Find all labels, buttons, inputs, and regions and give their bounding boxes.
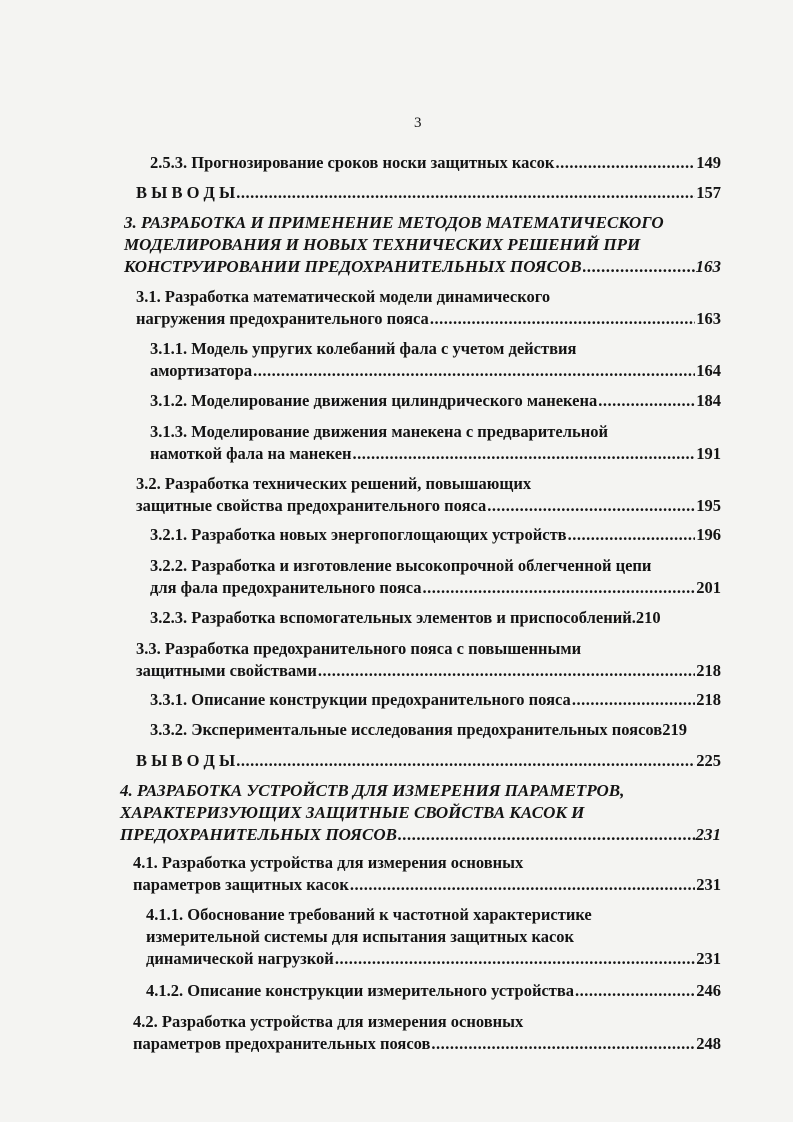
toc-entry-text: динамической нагрузкой (146, 949, 334, 968)
toc-entry-text: 4. РАЗРАБОТКА УСТРОЙСТВ ДЛЯ ИЗМЕРЕНИЯ ПАРАМЕТРОВ, (120, 781, 625, 800)
toc-page-number: 246 (696, 981, 721, 1000)
leader-dots (398, 824, 695, 846)
toc-entry (150, 607, 721, 629)
leader-dots (253, 360, 695, 382)
leader-dots (583, 256, 695, 278)
leader-dots (487, 495, 695, 517)
toc-entry (136, 286, 721, 330)
toc-entry-text: 3.1.2. Моделирование движения цилиндрического манекена (150, 391, 598, 410)
toc-entry (136, 638, 721, 682)
toc-page-number: 157 (696, 183, 721, 202)
toc-entry (146, 904, 721, 970)
toc-entry-text: для фала предохранительного пояса (150, 578, 422, 597)
toc-entry (150, 421, 721, 465)
toc-entry-text: 3. РАЗРАБОТКА И ПРИМЕНЕНИЕ МЕТОДОВ МАТЕМАТИЧЕСКОГО (124, 213, 664, 232)
leader-dots (555, 152, 695, 174)
toc-entry (150, 689, 721, 711)
toc-entry (136, 182, 721, 204)
leader-dots (350, 874, 695, 896)
toc-entry-text: защитными свойствами (136, 661, 317, 680)
toc-entry-text: 4.1. Разработка устройства для измерения основных (133, 853, 524, 872)
toc-entry (150, 524, 721, 546)
leader-dots (431, 1033, 695, 1055)
leader-dots (568, 524, 696, 546)
toc-entry-text: 3.3.2. Экспериментальные исследования предохранительных поясов (150, 720, 663, 739)
leader-dots (318, 660, 695, 682)
toc-entry-text: 4.1.1. Обоснование требований к частотной характеристике (146, 905, 592, 924)
toc-entry-text: 3.2.3. Разработка вспомогательных элементов и приспособлений. (150, 608, 636, 627)
toc-entry-text: нагружения предохранительного пояса (136, 309, 429, 328)
toc-chapter-entry (120, 780, 721, 846)
toc-entry (146, 980, 721, 1002)
toc-entry-text: В Ы В О Д Ы (136, 183, 236, 202)
leader-dots (236, 750, 695, 772)
toc-entry (150, 338, 721, 382)
toc-page-number: 191 (696, 444, 721, 463)
toc-entry-text: 3.3. Разработка предохранительного пояса с повышенными (136, 639, 582, 658)
toc-entry-text: 3.1. Разработка математической модели динамического (136, 287, 551, 306)
toc-page-number: 231 (696, 875, 721, 894)
toc-entry (136, 750, 721, 772)
toc-page-number: 231 (696, 949, 721, 968)
toc-page-number: 184 (696, 391, 721, 410)
toc-entry-text: МОДЕЛИРОВАНИЯ И НОВЫХ ТЕХНИЧЕСКИХ РЕШЕНИЙ ПРИ (124, 235, 641, 254)
leader-dots (353, 443, 696, 465)
toc-entry (150, 152, 721, 174)
toc-entry-text: В Ы В О Д Ы (136, 751, 236, 770)
toc-entry-text: защитные свойства предохранительного пояса (136, 496, 487, 515)
toc-entry-text: параметров защитных касок (133, 875, 349, 894)
toc-entry-text: 3.2.1. Разработка новых энергопоглощающих устройств (150, 525, 567, 544)
toc-entry-text: 2.5.3. Прогнозирование сроков носки защитных касок (150, 153, 555, 172)
toc-entry-text: 3.1.3. Моделирование движения манекена с предварительной (150, 422, 608, 441)
toc-page-number: 201 (696, 578, 721, 597)
toc-entry-text: амортизатора (150, 361, 253, 380)
toc-entry-text: измерительной системы для испытания защитных касок (146, 927, 575, 946)
toc-entry-text: 3.3.1. Описание конструкции предохранительного пояса (150, 690, 571, 709)
leader-dots (598, 390, 695, 412)
toc-entry (133, 852, 721, 896)
leader-dots (430, 308, 695, 330)
toc-entry-text: ХАРАКТЕРИЗУЮЩИХ ЗАЩИТНЫЕ СВОЙСТВА КАСОК И (120, 803, 585, 822)
toc-page-number: 163 (695, 257, 721, 276)
leader-dots (572, 689, 695, 711)
toc-page-number: 219 (662, 720, 687, 739)
toc-page-number: 225 (696, 751, 721, 770)
toc-entry-text: 4.1.2. Описание конструкции измерительного устройства (146, 981, 575, 1000)
toc-entry-text: КОНСТРУИРОВАНИИ ПРЕДОХРАНИТЕЛЬНЫХ ПОЯСОВ (124, 257, 582, 276)
toc-entry-text: 3.2. Разработка технических решений, повышающих (136, 474, 532, 493)
toc-entry-text: 4.2. Разработка устройства для измерения основных (133, 1012, 524, 1031)
leader-dots (423, 577, 696, 599)
toc-page-number: 231 (695, 825, 721, 844)
toc-entry (150, 390, 721, 412)
toc-page-number: 248 (696, 1034, 721, 1053)
toc-page-number: 218 (696, 690, 721, 709)
leader-dots (236, 182, 695, 204)
toc-entry-text: намоткой фала на манекен (150, 444, 352, 463)
toc-page-number: 196 (696, 525, 721, 544)
toc-page-number: 163 (696, 309, 721, 328)
toc-entry (133, 1011, 721, 1055)
toc-entry (150, 719, 745, 741)
toc-page-number: 164 (696, 361, 721, 380)
toc-chapter-entry (124, 212, 721, 278)
leader-dots (575, 980, 695, 1002)
toc-page-number: 149 (696, 153, 721, 172)
toc-entry (136, 473, 721, 517)
page-number: 3 (414, 115, 422, 131)
toc-entry (150, 555, 721, 599)
toc-entry-text: ПРЕДОХРАНИТЕЛЬНЫХ ПОЯСОВ (120, 825, 397, 844)
toc-page-number: 210 (635, 608, 661, 627)
toc-entry-text: параметров предохранительных поясов (133, 1034, 431, 1053)
leader-dots (335, 948, 695, 970)
toc-entry-text: 3.2.2. Разработка и изготовление высокопрочной облегченной цепи (150, 556, 652, 575)
toc-page-number: 218 (696, 661, 721, 680)
toc-entry-text: 3.1.1. Модель упругих колебаний фала с учетом действия (150, 339, 577, 358)
toc-page-number: 195 (696, 496, 721, 515)
